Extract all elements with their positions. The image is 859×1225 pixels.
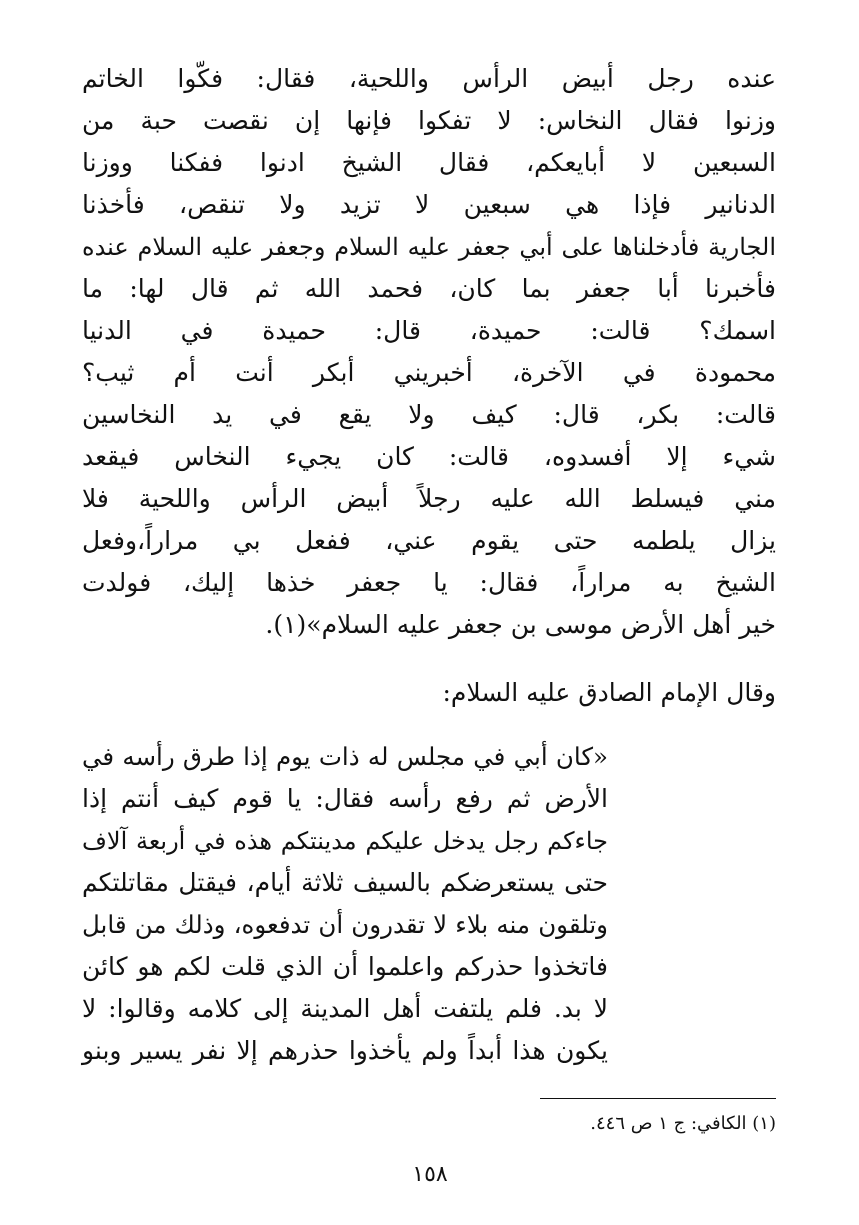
- narrative-paragraph: [82, 58, 776, 646]
- footnote: (١) الكافي: ج ١ ص ٤٤٦.: [590, 1113, 776, 1134]
- text-line: مني فيسلط الله عليه رجلاً أبيض الرأس واللحية فلا: [82, 484, 776, 513]
- text-line: خير أهل الأرض موسى بن جعفر عليه السلام»(١).: [265, 610, 776, 639]
- text-line: الشيخ به مراراً، فقال: يا جعفر خذها إليك، فولدت: [82, 568, 776, 597]
- text-line: فأخبرنا أبا جعفر بما كان، فحمد الله ثم قال لها: ما: [82, 274, 776, 303]
- text-line: وتلقون منه بلاء لا تقدرون أن تدفعوه، وذلك من قابل: [82, 910, 608, 939]
- text-line: السبعين لا أبايعكم، فقال الشيخ ادنوا ففكنا ووزنا: [82, 148, 776, 177]
- text-line: جاءكم رجل يدخل عليكم مدينتكم هذه في أربعة آلاف: [82, 827, 608, 855]
- text-line: محمودة في الآخرة، أخبريني أبكر أنت أم ثيب؟: [82, 358, 776, 387]
- text-line: الأرض ثم رفع رأسه فقال: يا قوم كيف أنتم إذا: [82, 784, 608, 813]
- text-line: قالت: بكر، قال: كيف ولا يقع في يد النخاسين: [82, 400, 776, 429]
- text-line: يزال يلطمه حتى يقوم عني، ففعل بي مراراً،وفعل: [82, 526, 776, 555]
- text-line: يكون هذا أبداً ولم يأخذوا حذرهم إلا نفر يسير وبنو: [82, 1036, 608, 1065]
- text-line: عنده رجل أبيض الرأس واللحية، فقال: فكّوا الخاتم: [82, 64, 776, 93]
- text-line: الجارية فأدخلناها على أبي جعفر عليه السلام وجعفر عليه السلام عنده: [82, 233, 776, 261]
- heading-text: وقال الإمام الصادق عليه السلام:: [442, 678, 776, 707]
- footnote-divider: [540, 1098, 776, 1099]
- page-number: ١٥٨: [412, 1162, 448, 1187]
- text-line: «كان أبي في مجلس له ذات يوم إذا طرق رأسه في: [82, 742, 608, 771]
- section-heading: [82, 672, 776, 714]
- text-line: حتى يستعرضكم بالسيف ثلاثة أيام، فيقتل مقاتلتكم: [82, 868, 608, 897]
- text-line: لا بد. فلم يلتفت أهل المدينة إلى كلامه وقالوا: لا: [82, 994, 608, 1023]
- text-line: شيء إلا أفسدوه، قالت: كان يجيء النخاس فيقعد: [82, 442, 776, 471]
- text-line: وزنوا فقال النخاس: لا تفكوا فإنها إن نقصت حبة من: [82, 106, 776, 135]
- text-line: فاتخذوا حذركم واعلموا أن الذي قلت لكم هو كائن: [82, 952, 608, 981]
- quotation-paragraph: [82, 736, 608, 1072]
- text-line: اسمك؟ قالت: حميدة، قال: حميدة في الدنيا: [82, 316, 776, 345]
- text-line: الدنانير فإذا هي سبعين لا تزيد ولا تنقص، فأخذنا: [82, 190, 776, 219]
